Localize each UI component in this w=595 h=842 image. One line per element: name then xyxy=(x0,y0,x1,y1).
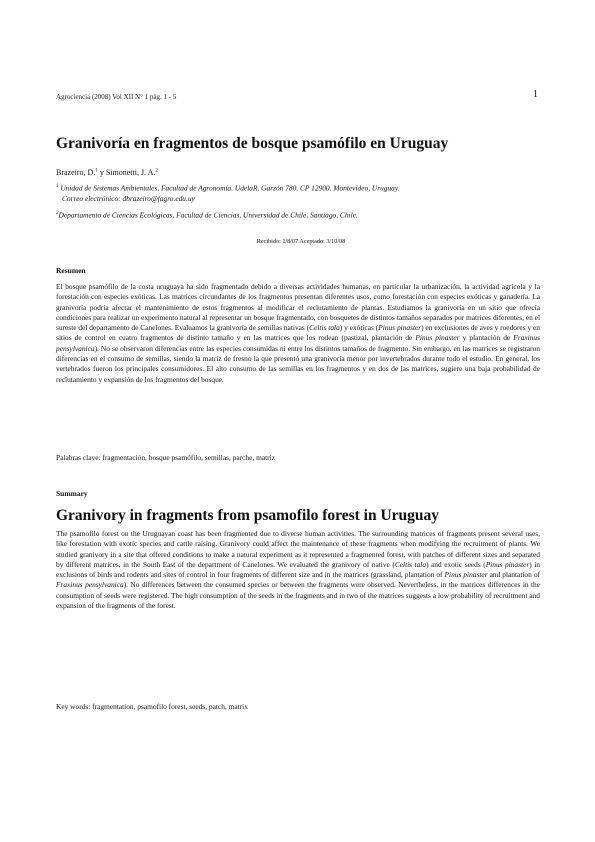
keywords-spanish: Palabras clave: fragmentación, bosque psamófilo, semillas, parche, matriz xyxy=(56,453,275,462)
page-number: 1 xyxy=(533,89,538,100)
summary-paragraph: The psamofilo forest on the Uruguayan coast has been fragmented due to diverse human activities. The surrounding matrices of fragments present several uses, like forestation with exotic species and cattle raising. Granivory could affect the maintenance of these fragments when modifying the recruitment of plants. We studied granivory in a site that offered conditions to make a natural experiment as it represented a fragmented forest, with patches of different sizes and separated by different matrices, in the South East of the department of Canelones. We evaluated the granivory of native (Celtis tala) and exotic seeds (Pinus pinaster) in exclusions of birds and rodents and sites of control in four fragments of different size and in the matrices (grassland, plantation of Pinus pinaster and plantation of Fraxinus pensylvanica). No differences between the consumed species or between the fragments were observed. Nevertheless, in the matrices differences in the consumption of seeds were registered. The high consumption of the seeds in the fragments and in two of the matrices suggests a low probability of recruitment and expansion of the fragments of the forest. xyxy=(56,529,541,611)
affiliation-1-email: Correo electrónico: dbrazeiro@fagro.edu.uy xyxy=(62,193,195,203)
resumen-heading: Resumen xyxy=(56,266,86,275)
affiliation-1-superscript: 1 xyxy=(56,184,59,189)
affiliation-2-superscript: 2 xyxy=(56,211,59,216)
author-1-superscript: 1 xyxy=(95,168,98,174)
title-spanish: Granivoría en fragmentos de bosque psamófilo en Uruguay xyxy=(56,135,449,152)
received-accepted-dates: Recibido: 1/8/07 Aceptado: 3/10/08 xyxy=(256,238,346,245)
author-2-superscript: 2 xyxy=(155,168,158,174)
keywords-english: Key words: fragmentation, psamofilo forest, seeds, patch, matrix xyxy=(56,702,248,711)
affiliation-1-text: Unidad de Sistemas Ambientales, Facultad de Agronomía. UdelaR. Garzón 780. CP 12900. Montevideo, Uruguay. xyxy=(58,183,400,193)
author-2: y Simonetti, J. A. xyxy=(97,168,156,177)
summary-heading: Summary xyxy=(56,489,88,498)
affiliation-1 xyxy=(56,182,546,204)
author-1: Brazeiro, D. xyxy=(56,168,96,177)
affiliation-2 xyxy=(56,209,546,221)
affiliation-2-text: Departamento de Ciencias Ecológicas, Facultad de Ciencias, Universidad de Chile, Santiago, Chile. xyxy=(58,210,358,220)
resumen-paragraph: El bosque psamófilo de la costa uruguaya ha sido fragmentado debido a diversas actividades humanas, en particular la urbanización, la actividad agrícola y la forestación con especies exóticas. Las matrices circundantes de los fragmentos presentan diferentes usos, como forestación con especies exóticas y ganadería. La granivoría podría afectar el mantenimiento de estos fragmentos al modificar el reclutamiento de plantas. Estudiamos la granivoría en un sitio que ofrecía condiciones para realizar un experimento natural al representar un bosque fragmentado, con bosquetes de distintos tamaños separados por matrices diferentes, en el sureste del departamento de Canelones. Evaluamos la granivoría de semillas nativas (Celtis tala) y exóticas (Pinus pinaster) en exclusiones de aves y roedores y en sitios de control en cuatro fragmentos de distinto tamaño y en las matrices que los rodean (pastizal, plantación de Pinus pinaster y plantación de Fraxinus pensylvanica). No se observaron diferencias entre las especies consumidas ni entre los distintos tamaños de fragmento. Sin embargo, en las matrices se registraron diferencias en el consumo de semillas, siendo la matriz de fresno la que presentó una granivoría menor por invertebrados durante todo el estudio. En general, los vertebrados fueron los principales consumidores. El alto consumo de las semillas en los fragmentos y en dos de las matrices, sugiere una baja probabilidad de reclutamiento y expansión de los fragmentos del bosque. xyxy=(56,282,541,384)
authors-line xyxy=(56,168,158,177)
title-english: Granivory in fragments from psamofilo forest in Uruguay xyxy=(56,507,440,524)
journal-reference: Agrociencia (2008) Vol XII N° 1 pág. 1 - 5 xyxy=(56,93,177,101)
